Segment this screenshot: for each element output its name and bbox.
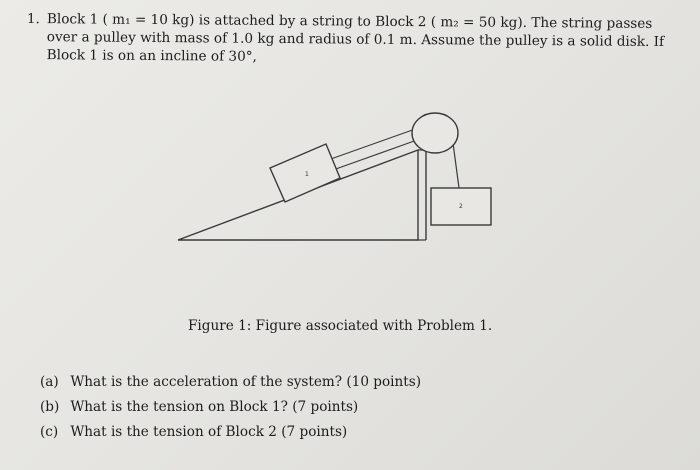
- figure-caption: Figure 1: Figure associated with Problem 1.: [188, 318, 493, 334]
- problem-text: Block 1 ( m₁ = 10 kg) is attached by a string to Block 2 ( m₂ = 50 kg). The string passes over a pulley with mass of 1.0 kg and radius of 0.1 m. Assume the pulley is a solid disk. If Block 1 is on an incline of 30°,: [46, 11, 665, 65]
- question-item: [40, 423, 421, 448]
- question-text: What is the tension on Block 1? (7 points): [70, 399, 359, 415]
- question-text: What is the acceleration of the system? (10 points): [70, 374, 422, 390]
- string-hanging: [453, 143, 459, 188]
- block-1-label: 1: [305, 171, 309, 178]
- block-2-label: 2: [459, 203, 463, 210]
- question-label: (b): [40, 399, 60, 415]
- question-label: (a): [40, 374, 59, 390]
- question-text: What is the tension of Block 2 (7 points): [70, 424, 348, 440]
- question-item: [40, 398, 421, 423]
- question-item: [40, 373, 421, 398]
- pulley: [412, 113, 458, 153]
- question-list: [40, 373, 421, 448]
- problem-number: 1.: [26, 10, 40, 28]
- question-label: (c): [40, 424, 59, 440]
